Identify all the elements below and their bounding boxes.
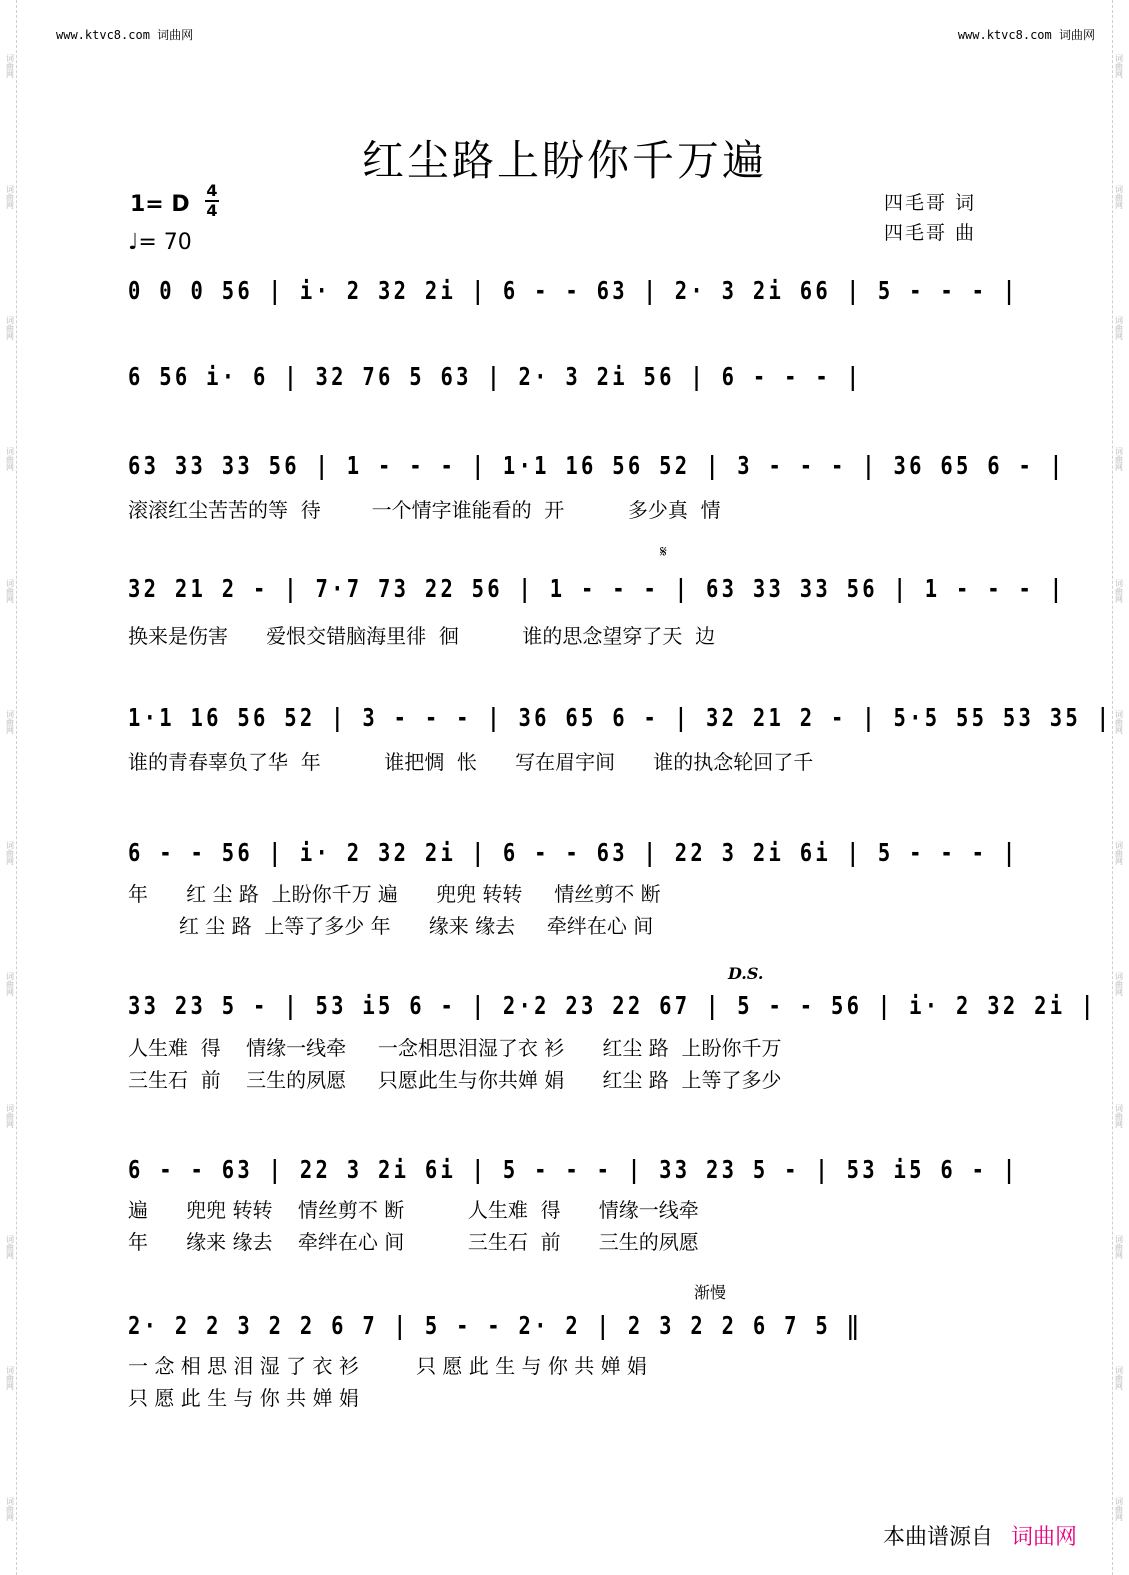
side-watermark: 词曲网 (1114, 1497, 1124, 1522)
lyric-line: 换来是伤害 爱恨交错脑海里徘 徊 谁的思念望穿了天 边 (128, 624, 716, 648)
side-watermark: 词曲网 (5, 709, 15, 734)
score-line-4: 32 21 2 - | 7·7 73 22 56 | 1 - - - | 63 33 33 56 | 1 - - - | (128, 574, 1066, 603)
side-watermark: 词曲网 (5, 316, 15, 341)
right-watermark-strip (1112, 0, 1125, 1575)
side-watermark: 词曲网 (1114, 709, 1124, 734)
footer-source (883, 1520, 1077, 1551)
site-url: www.ktvc8.com (56, 28, 150, 42)
footer-brand-link[interactable]: 词曲网 (1010, 1525, 1077, 1550)
song-title: 红尘路上盼你千万遍 (361, 136, 767, 185)
score-line-1: 0 0 0 56 | i· 2 32 2i | 6 - - 63 | 2· 3 2i 66 | 5 - - - | (128, 276, 1019, 305)
lyric-line: 谁的青春辜负了华 年 谁把惆 怅 写在眉宇间 谁的执念轮回了千 (128, 750, 814, 774)
credits (884, 188, 976, 248)
lyric-line: 年 红 尘 路 上盼你千万 遍 兜兜 转转 情丝剪不 断 (128, 882, 661, 906)
lyric-line: 滚滚红尘苦苦的等 待 一个情字谁能看的 开 多少真 情 (128, 498, 721, 522)
lyric-line: 三生石 前 三生的夙愿 只愿此生与你共婵 娟 红尘 路 上等了多少 (128, 1068, 782, 1092)
side-watermark: 词曲网 (1114, 1366, 1124, 1391)
score-line-6: 6 - - 56 | i· 2 32 2i | 6 - - 63 | 22 3 2i 6i | 5 - - - | (128, 838, 1019, 867)
side-watermark: 词曲网 (1114, 53, 1124, 78)
lyric-line: 遍 兜兜 转转 情丝剪不 断 人生难 得 情缘一线牵 (128, 1198, 699, 1222)
tempo-marking: ♩= 70 (128, 230, 192, 255)
side-watermark: 词曲网 (5, 1497, 15, 1522)
lyric-line: 只 愿 此 生 与 你 共 婵 娟 (128, 1386, 359, 1410)
side-watermark: 词曲网 (1114, 316, 1124, 341)
segno-mark: 𝄋 (660, 542, 667, 561)
side-watermark: 词曲网 (5, 972, 15, 997)
side-watermark: 词曲网 (5, 184, 15, 209)
side-watermark: 词曲网 (1114, 1103, 1124, 1128)
score-line-3: 63 33 33 56 | 1 - - - | 1·1 16 56 52 | 3 - - - | 36 65 6 - | (128, 451, 1066, 480)
side-watermark: 词曲网 (5, 447, 15, 472)
time-sig-top: 4 (206, 181, 218, 200)
side-watermark: 词曲网 (1114, 184, 1124, 209)
side-watermark: 词曲网 (5, 1103, 15, 1128)
score-line-7: 33 23 5 - | 53 i5 6 - | 2·2 23 22 67 | 5 - - 56 | i· 2 32 2i | (128, 991, 1097, 1020)
side-watermark: 词曲网 (5, 1366, 15, 1391)
site-url-right (958, 26, 1095, 43)
site-url: www.ktvc8.com (957, 28, 1052, 42)
side-watermark: 词曲网 (1114, 1234, 1124, 1259)
score-line-5: 1·1 16 56 52 | 3 - - - | 36 65 6 - | 32 21 2 - | 5·5 55 53 35 | (128, 703, 1113, 732)
side-watermark: 词曲网 (1114, 447, 1124, 472)
side-watermark: 词曲网 (1114, 578, 1124, 603)
side-watermark: 词曲网 (5, 841, 15, 866)
side-watermark: 词曲网 (1114, 972, 1124, 997)
ritardando-mark: 渐慢 (694, 1283, 727, 1302)
lyric-line: 年 缘来 缘去 牵绊在心 间 三生石 前 三生的夙愿 (128, 1230, 699, 1254)
side-watermark: 词曲网 (5, 53, 15, 78)
key-signature: 1= D (130, 192, 190, 217)
site-name: 词曲网 (1058, 28, 1095, 42)
side-watermark: 词曲网 (5, 1234, 15, 1259)
composer: 四毛哥 曲 (884, 222, 977, 244)
score-line-8: 6 - - 63 | 22 3 2i 6i | 5 - - - | 33 23 5 - | 53 i5 6 - | (128, 1155, 1019, 1184)
lyric-line: 一 念 相 思 泪 湿 了 衣 衫 只 愿 此 生 与 你 共 婵 娟 (128, 1354, 647, 1378)
site-url-left (56, 26, 193, 43)
side-watermark: 词曲网 (1114, 841, 1124, 866)
score-line-2: 6 56 i· 6 | 32 76 5 63 | 2· 3 2i 56 | 6 - - - | (128, 362, 863, 391)
time-sig-bottom: 4 (206, 201, 218, 220)
lyric-line: 红 尘 路 上等了多少 年 缘来 缘去 牵绊在心 间 (128, 914, 654, 938)
site-name: 词曲网 (157, 28, 194, 42)
side-watermark: 词曲网 (5, 578, 15, 603)
lyricist: 四毛哥 词 (884, 192, 977, 214)
time-signature (205, 183, 219, 219)
ds-mark: D.S. (728, 964, 764, 983)
lyric-line: 人生难 得 情缘一线牵 一念相思泪湿了衣 衫 红尘 路 上盼你千万 (128, 1036, 782, 1060)
footer-source-text: 本曲谱源自 (882, 1525, 993, 1550)
score-line-9: 2· 2 2 3 2 2 6 7 | 5 - - 2· 2 | 2 3 2 2 6 7 5 ‖ (128, 1311, 863, 1340)
left-watermark-strip (4, 0, 17, 1575)
